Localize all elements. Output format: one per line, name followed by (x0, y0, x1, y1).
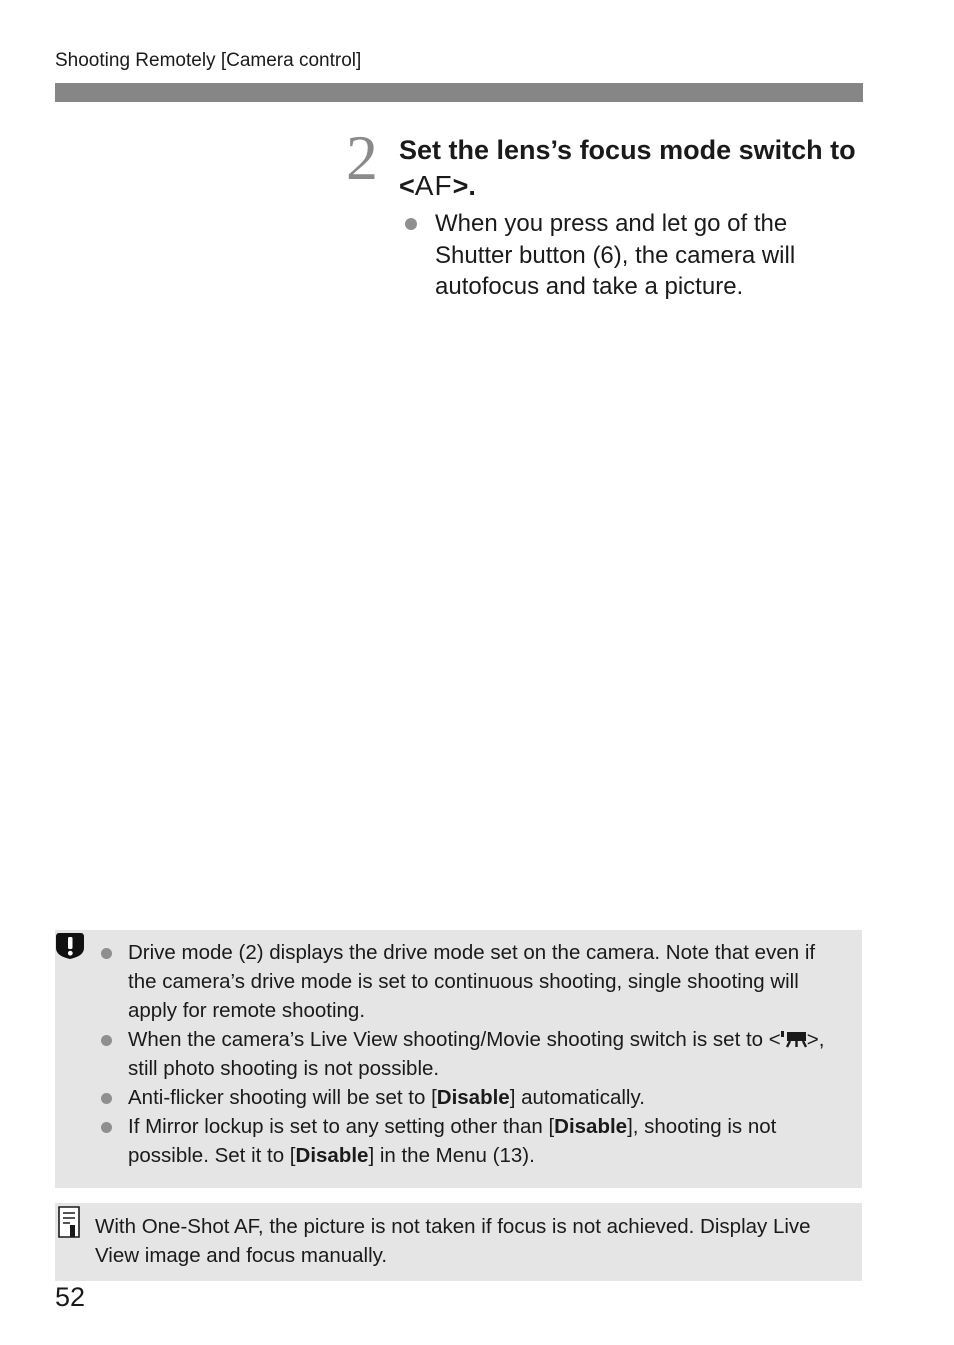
caution-item-2-text (128, 1025, 849, 1083)
caution-item-4-post: ] in the Menu (13). (368, 1144, 535, 1167)
caution-item-3-text (128, 1083, 645, 1112)
caution-item-3-pre: Anti-flicker shooting will be set to [ (128, 1086, 437, 1109)
caution-item-4-bold: Disable (554, 1115, 628, 1138)
list-item (399, 208, 839, 303)
caution-list (99, 938, 849, 1170)
bullet-dot-icon (101, 1093, 112, 1104)
bullet-dot-icon (101, 1035, 112, 1046)
step-title-end: >. (452, 171, 476, 201)
step-title-text: Set the lens’s focus mode switch to < (399, 135, 856, 201)
page-number: 52 (55, 1282, 86, 1312)
step-bullet-text: When you press and let go of the Shutter button (6), the camera will autofocus and take a picture. (435, 210, 796, 300)
caution-item-4-pre: If Mirror lockup is set to any setting other than [ (128, 1115, 555, 1138)
caution-icon (55, 930, 85, 960)
step-body (399, 208, 839, 303)
list-item (99, 1025, 849, 1083)
caution-item-4-mid: ], shooting is not possible. Set it to [ (128, 1115, 777, 1167)
caution-item-3-post: ] automatically. (509, 1086, 645, 1109)
caution-box (55, 930, 862, 1188)
list-item (99, 1112, 849, 1170)
bullet-dot-icon (405, 218, 417, 230)
bullet-dot-icon (101, 1122, 112, 1133)
caution-item-1-text: Drive mode (2) displays the drive mode set on the camera. Note that even if the camera’s drive mode is set to continuous shooting, single shooting will apply for remote shooting. (128, 941, 816, 1022)
header-title: Shooting Remotely [Camera control] (55, 50, 362, 71)
caution-item-4-text (128, 1112, 849, 1170)
list-item (99, 1083, 849, 1112)
caution-item-3-bold: Disable (436, 1086, 510, 1109)
movie-camera-icon (781, 1030, 807, 1048)
memo-icon (58, 1206, 80, 1238)
note-text: With One-Shot AF, the picture is not taken if focus is not achieved. Display Live View image and focus manually. (95, 1215, 811, 1267)
caution-item-2-post: >, still photo shooting is not possible. (128, 1028, 825, 1080)
af-mode-symbol: AF (414, 170, 453, 201)
header-bar (55, 83, 863, 102)
bullet-dot-icon (101, 948, 112, 959)
caution-item-2-pre: When the camera’s Live View shooting/Movie shooting switch is set to < (128, 1028, 781, 1051)
step-number: 2 (346, 122, 378, 193)
list-item (99, 938, 849, 1025)
caution-item-4-bold2: Disable (295, 1144, 369, 1167)
step-title (399, 132, 869, 204)
note-box (55, 1203, 862, 1281)
